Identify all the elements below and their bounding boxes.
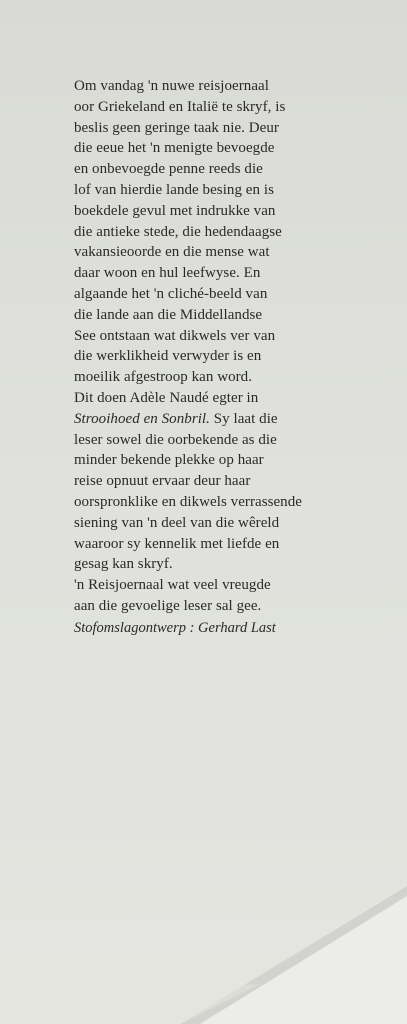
blurb-line: moeilik afgestroop kan word.: [74, 369, 253, 386]
blurb-line: en onbevoegde penne reeds die: [74, 161, 263, 178]
blurb-line: oorspronklike en dikwels verrassende: [74, 493, 302, 510]
blurb-line: algaande het 'n cliché-beeld van: [74, 285, 268, 302]
blurb-line: Om vandag 'n nuwe reisjoernaal: [74, 78, 269, 94]
blurb-line: See ontstaan wat dikwels ver van: [74, 327, 276, 344]
blurb-line: waaroor sy kennelik met liefde en: [74, 535, 280, 552]
blurb-text: [74, 76, 374, 617]
blurb-line-rest: Sy laat die: [209, 410, 278, 427]
blurb-line: die lande aan die Middellandse: [74, 306, 263, 323]
blurb-line: daar woon en hul leefwyse. En: [74, 265, 261, 282]
blurb-line: die werklikheid verwyder is en: [74, 348, 262, 365]
blurb-line: leser sowel die oorbekende as die: [74, 431, 277, 448]
blurb-line: gesag kan skryf.: [74, 556, 173, 573]
blurb-line: aan die gevoelige leser sal gee.: [74, 597, 262, 614]
blurb-line: lof van hierdie lande besing en is: [74, 181, 274, 198]
blurb-line: Dit doen Adèle Naudé egter in: [74, 389, 259, 406]
blurb-line: die eeue het 'n menigte bevoegde: [74, 140, 275, 157]
blurb-line: reise opnuut ervaar deur haar: [74, 473, 251, 490]
blurb-line: beslis geen geringe taak nie. Deur: [74, 119, 279, 136]
blurb-line: vakansieoorde en die mense wat: [74, 244, 270, 261]
blurb-title-line: [74, 409, 374, 430]
folded-corner: [0, 834, 407, 1024]
blurb-line: siening van 'n deel van die wêreld: [74, 514, 280, 531]
blurb-line: 'n Reisjoernaal wat veel vreugde: [74, 577, 271, 594]
blurb-line: oor Griekeland en Italië te skryf, is: [74, 98, 286, 115]
blurb-line: boekdele gevul met indrukke van: [74, 202, 276, 219]
blurb-line: die antieke stede, die hedendaagse: [74, 223, 282, 240]
cover-design-credit: Stofomslagontwerp : Gerhard Last: [74, 620, 276, 636]
blurb-line: minder bekende plekke op haar: [74, 452, 264, 469]
book-title: Strooihoed en Sonbril.: [74, 410, 210, 427]
